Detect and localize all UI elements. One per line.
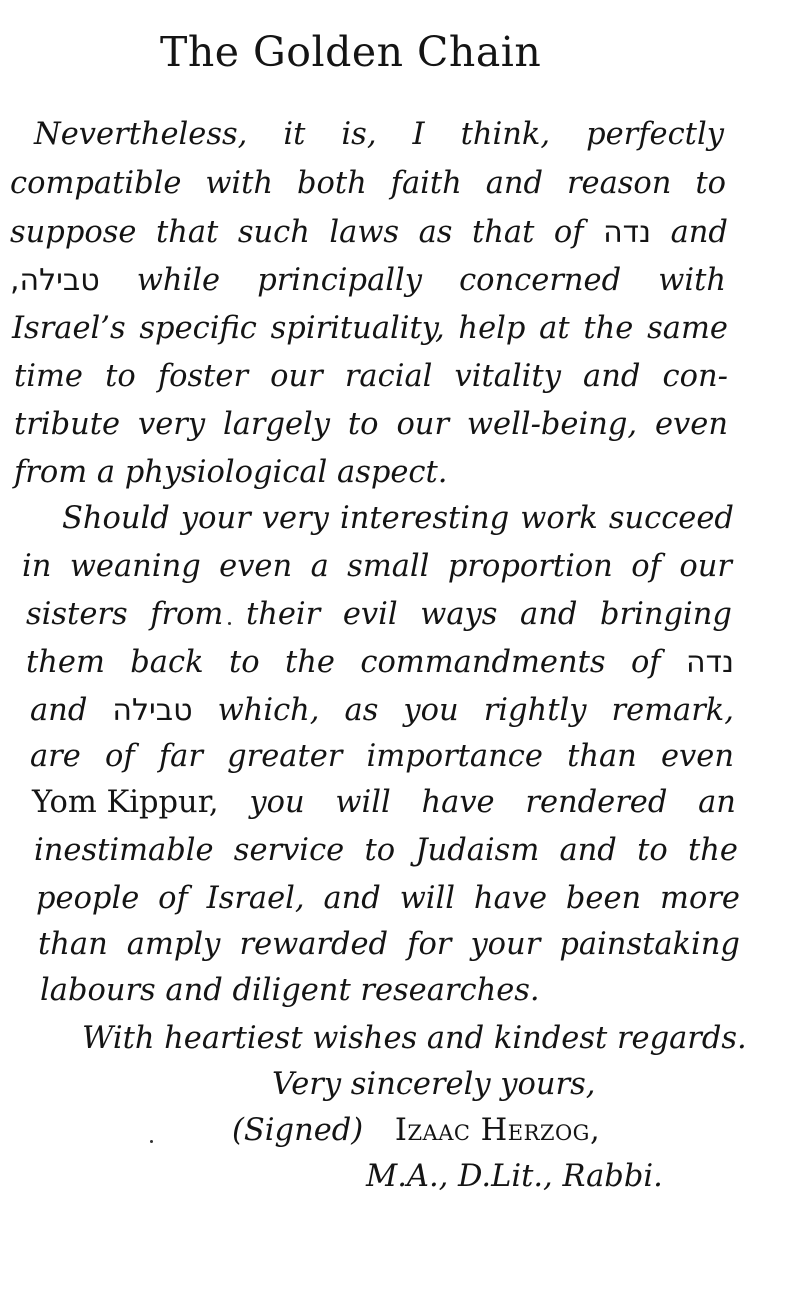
word: reason	[566, 166, 672, 201]
word: as	[418, 215, 453, 250]
word: it	[283, 117, 306, 152]
text-line	[30, 739, 734, 774]
word: amply	[126, 927, 221, 962]
word: from	[150, 597, 224, 632]
word: ways	[420, 597, 498, 632]
word: with	[205, 166, 274, 201]
word: weaning	[69, 549, 201, 584]
word: racial	[344, 359, 433, 394]
word: same	[647, 311, 728, 346]
word: bringing	[599, 597, 732, 632]
word: commandments	[360, 645, 606, 680]
word: more	[660, 881, 740, 916]
word: the	[285, 645, 335, 680]
word: remark,	[611, 693, 734, 728]
word: suppose	[10, 215, 137, 250]
word: con-	[662, 359, 728, 394]
word: is,	[341, 117, 377, 152]
paragraph-end: from a physiological aspect.	[14, 455, 448, 490]
word: laws	[329, 215, 400, 250]
word: spirituality,	[270, 311, 445, 346]
word: principally	[257, 263, 422, 298]
word: of	[105, 739, 135, 774]
word: greater	[227, 739, 343, 774]
text-line	[14, 407, 728, 442]
word: to	[695, 166, 726, 201]
word: work	[520, 501, 598, 536]
text-line	[14, 359, 728, 394]
text-line	[40, 973, 540, 1008]
word: vitality	[454, 359, 561, 394]
text-line	[26, 645, 734, 680]
word: them	[26, 645, 105, 680]
word: and	[30, 693, 88, 728]
word: very	[137, 407, 206, 442]
word: foster	[157, 359, 249, 394]
word: to	[105, 359, 136, 394]
word: proportion	[447, 549, 613, 584]
text-line	[10, 215, 728, 250]
word: rendered	[525, 785, 668, 820]
text-line	[26, 597, 732, 632]
word: with	[658, 263, 726, 298]
word: Nevertheless,	[34, 117, 248, 152]
word: I	[412, 117, 425, 152]
word: the	[687, 833, 738, 868]
text-line	[30, 693, 734, 728]
hebrew-word-niddah: נדה	[603, 215, 652, 250]
word: Judaism	[415, 833, 540, 868]
word: sisters	[26, 597, 128, 632]
word: of	[630, 645, 661, 680]
word: our	[396, 407, 450, 442]
hebrew-word-tevilah: טבילה	[112, 693, 193, 728]
word: rewarded	[239, 927, 389, 962]
word: and	[670, 215, 728, 250]
word: far	[158, 739, 203, 774]
valediction: Very sincerely yours,	[272, 1067, 596, 1102]
word: our	[679, 549, 732, 584]
word: are	[30, 739, 81, 774]
word: very	[261, 501, 329, 536]
word: even	[219, 549, 293, 584]
word: painstaking	[559, 927, 740, 962]
word: importance	[366, 739, 543, 774]
word: that	[155, 215, 219, 250]
word: to	[364, 833, 396, 868]
word: succeed	[608, 501, 734, 536]
word: you	[249, 785, 305, 820]
word: rightly	[483, 693, 587, 728]
text-line	[10, 166, 726, 201]
word: your	[180, 501, 251, 536]
word: concerned	[459, 263, 622, 298]
word: such	[237, 215, 310, 250]
signer-name: Izaac Herzog,	[394, 1113, 601, 1148]
hebrew-word-tevilah: טבילה,	[10, 263, 100, 298]
word: well-being,	[466, 407, 638, 442]
word: time	[14, 359, 83, 394]
print-speck	[150, 1140, 153, 1143]
signature-line	[232, 1113, 601, 1148]
word: our	[270, 359, 323, 394]
text-line	[36, 881, 740, 916]
word: Should	[62, 501, 170, 536]
word: and	[559, 833, 617, 868]
word: their	[245, 597, 321, 632]
hebrew-word-niddah: נדה	[686, 645, 734, 680]
word: that	[472, 215, 535, 250]
word: a	[310, 549, 329, 584]
word: evil	[342, 597, 398, 632]
word: think,	[460, 117, 551, 152]
word: your	[470, 927, 541, 962]
word: even	[654, 407, 728, 442]
word: will	[335, 785, 391, 820]
word: which,	[217, 693, 320, 728]
word: and	[485, 166, 544, 201]
word: inestimable	[34, 833, 214, 868]
word: Yom Kippur,	[32, 785, 219, 820]
word: to	[637, 833, 668, 868]
word: to	[347, 407, 379, 442]
word: faith	[390, 166, 462, 201]
word: in	[22, 549, 52, 584]
text-line	[12, 311, 728, 346]
word: of	[631, 549, 661, 584]
closing-regards: With heartiest wishes and kindest regards.	[82, 1021, 747, 1056]
word: small	[347, 549, 430, 584]
word: and	[583, 359, 641, 394]
text-line	[32, 785, 736, 820]
text-line	[62, 501, 734, 536]
word: will	[399, 881, 456, 916]
word: back	[130, 645, 204, 680]
word: largely	[222, 407, 331, 442]
word: you	[403, 693, 459, 728]
text-line	[22, 549, 732, 584]
word: both	[296, 166, 367, 201]
word: of	[553, 215, 584, 250]
word: perfectly	[586, 117, 724, 152]
print-speck	[228, 622, 231, 625]
word: of	[158, 881, 188, 916]
paragraph-end: labours and diligent researches.	[40, 973, 540, 1008]
word: help	[458, 311, 526, 346]
word: an	[698, 785, 736, 820]
word: than	[567, 739, 637, 774]
word: Israel,	[206, 881, 305, 916]
word: compatible	[10, 166, 182, 201]
word: people	[36, 881, 140, 916]
word: been	[565, 881, 642, 916]
word: as	[344, 693, 379, 728]
word: at	[539, 311, 570, 346]
text-line	[38, 927, 740, 962]
text-line	[34, 833, 738, 868]
word: than	[38, 927, 108, 962]
word: for	[407, 927, 452, 962]
word: service	[233, 833, 345, 868]
word: while	[136, 263, 221, 298]
signer-titles: M.A., D.Lit., Rabbi.	[366, 1159, 663, 1194]
word: tribute	[14, 407, 121, 442]
text-line	[14, 455, 448, 490]
word: have	[421, 785, 495, 820]
text-line	[34, 117, 724, 152]
word: the	[583, 311, 634, 346]
word: specific	[139, 311, 257, 346]
text-line	[10, 263, 726, 298]
word: and	[520, 597, 578, 632]
signed-label: (Signed)	[232, 1113, 364, 1148]
word: to	[228, 645, 260, 680]
word: even	[661, 739, 734, 774]
word: and	[323, 881, 381, 916]
word: Israel’s	[12, 311, 126, 346]
running-title: The Golden Chain	[160, 28, 542, 76]
word: interesting	[339, 501, 510, 536]
word: have	[473, 881, 548, 916]
